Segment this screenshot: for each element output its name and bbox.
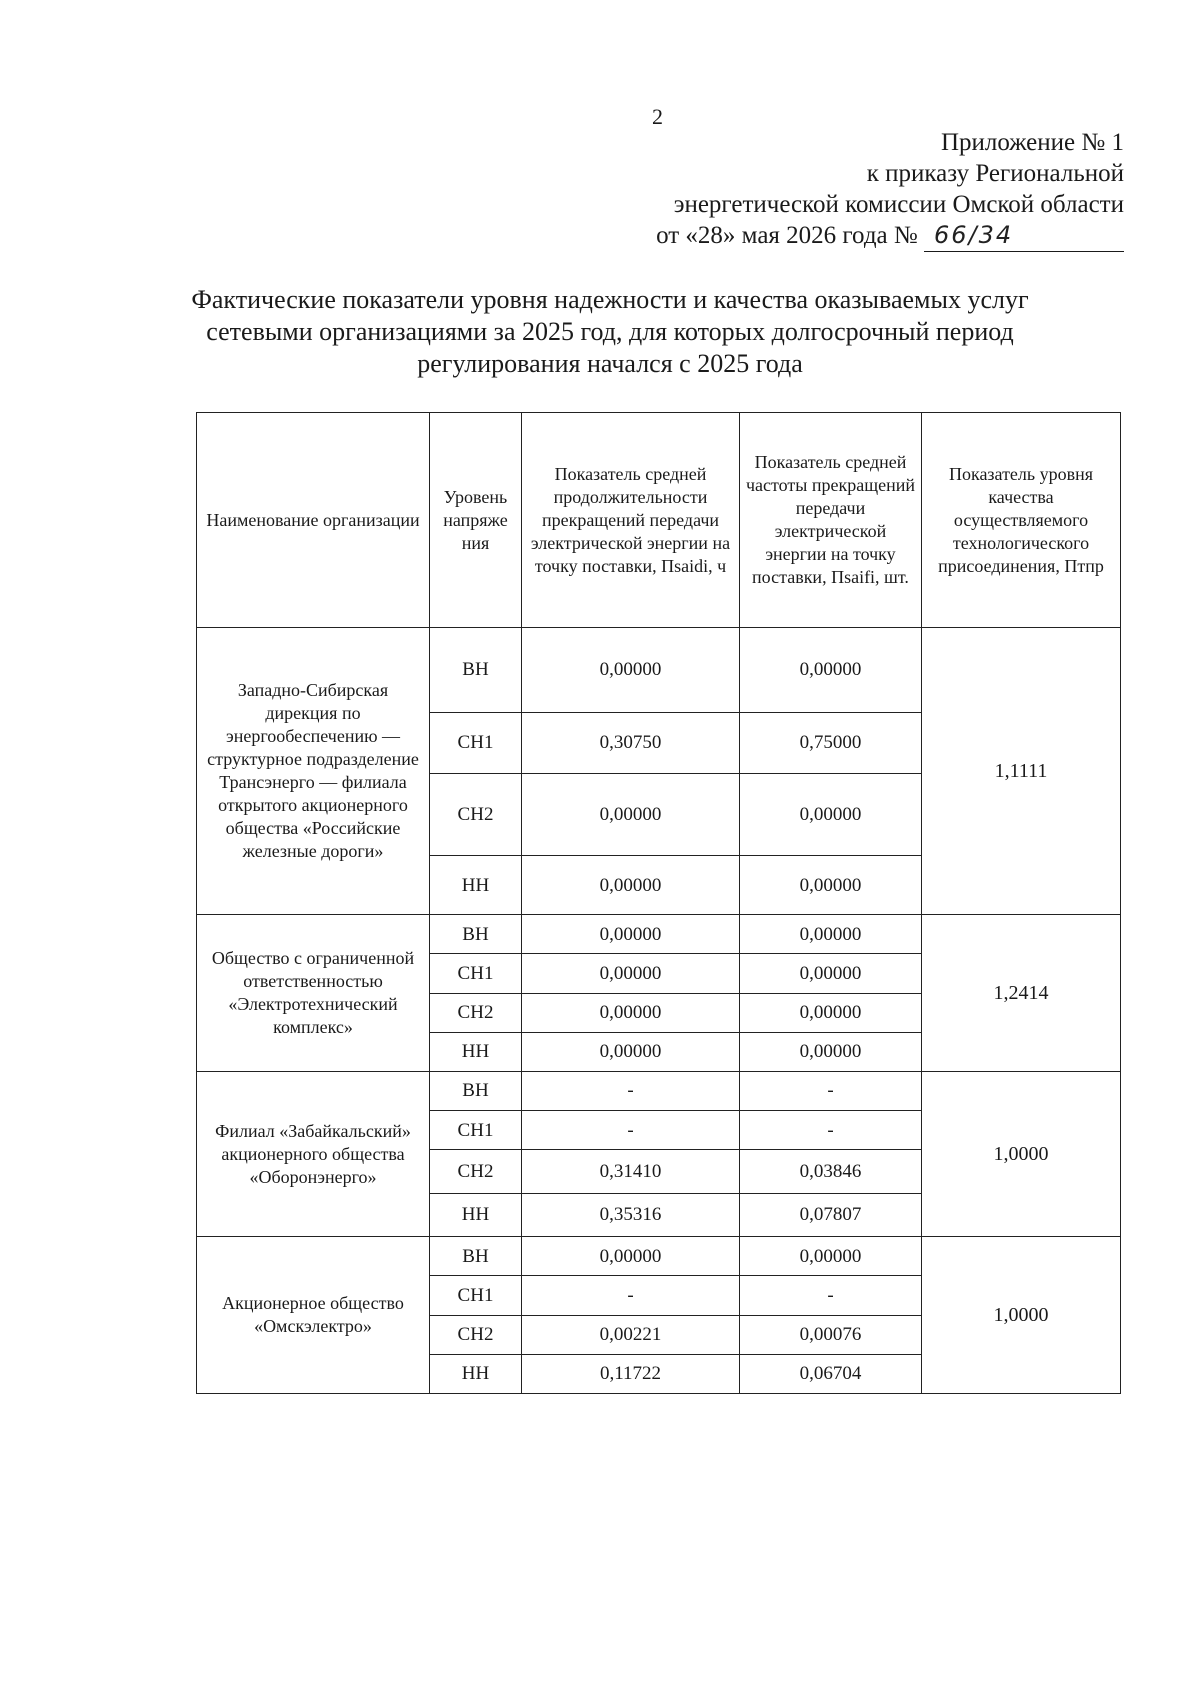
appendix-line-3: энергетической комиссии Омской области: [673, 191, 1124, 218]
table-row: [197, 628, 1121, 713]
saidi-value-cell: -: [522, 1111, 740, 1150]
page-number: 2: [652, 104, 663, 129]
voltage-level-cell: НН: [430, 1193, 522, 1237]
voltage-level-cell: СН1: [430, 1111, 522, 1150]
saidi-value-cell: 0,11722: [522, 1354, 740, 1393]
header-quality: Показатель уровня качества осуществляемого технологического присоединения, Птпр: [922, 413, 1121, 628]
voltage-level-cell: НН: [430, 1354, 522, 1393]
voltage-level-cell: НН: [430, 856, 522, 915]
saifi-value-cell: 0,00000: [740, 954, 922, 993]
saidi-value-cell: 0,00000: [522, 1237, 740, 1276]
voltage-level-cell: СН1: [430, 1276, 522, 1315]
voltage-level-cell: СН1: [430, 712, 522, 773]
saidi-value-cell: 0,30750: [522, 712, 740, 773]
indicators-table: [196, 412, 1121, 1394]
title-line-2: сетевыми организациями за 2025 год, для которых долгосрочный период: [206, 317, 1014, 346]
saidi-value-cell: -: [522, 1071, 740, 1110]
saidi-value-cell: -: [522, 1276, 740, 1315]
voltage-level-cell: ВН: [430, 1071, 522, 1110]
saidi-value-cell: 0,00000: [522, 915, 740, 954]
title-line-1: Фактические показатели уровня надежности и качества оказываемых услуг: [191, 285, 1029, 314]
saifi-value-cell: 0,75000: [740, 712, 922, 773]
saifi-value-cell: 0,00000: [740, 628, 922, 713]
table-body: [197, 628, 1121, 1394]
order-number-handwritten: 66/34: [924, 220, 1124, 252]
saidi-value-cell: 0,35316: [522, 1193, 740, 1237]
quality-indicator-cell: 1,0000: [922, 1071, 1121, 1236]
saidi-value-cell: 0,00000: [522, 993, 740, 1032]
organization-name-cell: Общество с ограниченной ответственностью «Электротехнический комплекс»: [197, 915, 430, 1072]
saifi-value-cell: 0,00000: [740, 915, 922, 954]
voltage-level-cell: ВН: [430, 1237, 522, 1276]
order-date-label: от «28» мая 2026 года №: [656, 222, 918, 249]
voltage-level-cell: СН2: [430, 773, 522, 856]
saidi-value-cell: 0,00000: [522, 1032, 740, 1071]
saifi-value-cell: -: [740, 1276, 922, 1315]
voltage-level-cell: СН1: [430, 954, 522, 993]
organization-name-cell: Западно-Сибирская дирекция по энергообеспечению — структурное подразделение Трансэнерго — филиала открытого акционерного общества «Российские железные дороги»: [197, 628, 430, 915]
saifi-value-cell: 0,07807: [740, 1193, 922, 1237]
voltage-level-cell: ВН: [430, 915, 522, 954]
saidi-value-cell: 0,00000: [522, 773, 740, 856]
voltage-level-cell: СН2: [430, 1150, 522, 1194]
saifi-value-cell: 0,00000: [740, 773, 922, 856]
organization-name-cell: Филиал «Забайкальский» акционерного общества «Оборонэнерго»: [197, 1071, 430, 1236]
table-row: [197, 1071, 1121, 1110]
quality-indicator-cell: 1,2414: [922, 915, 1121, 1072]
saidi-value-cell: 0,00000: [522, 856, 740, 915]
table-header-row: [197, 413, 1121, 628]
header-organization: Наименование организации: [197, 413, 430, 628]
appendix-line-4: [656, 220, 1124, 252]
appendix-line-2: к приказу Региональной: [866, 160, 1124, 187]
quality-indicator-cell: 1,1111: [922, 628, 1121, 915]
saidi-value-cell: 0,00221: [522, 1315, 740, 1354]
quality-indicator-cell: 1,0000: [922, 1237, 1121, 1394]
appendix-line-1: Приложение № 1: [940, 129, 1124, 156]
saidi-value-cell: 0,31410: [522, 1150, 740, 1194]
saifi-value-cell: 0,00076: [740, 1315, 922, 1354]
header-voltage-level: Уровень напряже ния: [430, 413, 522, 628]
table-row: [197, 1237, 1121, 1276]
saifi-value-cell: 0,00000: [740, 993, 922, 1032]
document-title: [150, 284, 1070, 380]
voltage-level-cell: ВН: [430, 628, 522, 713]
saidi-value-cell: 0,00000: [522, 628, 740, 713]
table-row: [197, 915, 1121, 954]
title-line-3: регулирования начался с 2025 года: [417, 349, 803, 378]
saifi-value-cell: 0,06704: [740, 1354, 922, 1393]
header-saidi: Показатель средней продолжительности прекращений передачи электрической энергии на точку поставки, Пsaidi, ч: [522, 413, 740, 628]
saifi-value-cell: -: [740, 1071, 922, 1110]
saidi-value-cell: 0,00000: [522, 954, 740, 993]
appendix-block: [656, 127, 1124, 252]
header-saifi: Показатель средней частоты прекращений передачи электрической энергии на точку поставки, Пsaifi, шт.: [740, 413, 922, 628]
voltage-level-cell: НН: [430, 1032, 522, 1071]
organization-name-cell: Акционерное общество «Омскэлектро»: [197, 1237, 430, 1394]
voltage-level-cell: СН2: [430, 1315, 522, 1354]
saifi-value-cell: 0,00000: [740, 1237, 922, 1276]
saifi-value-cell: 0,00000: [740, 856, 922, 915]
saifi-value-cell: -: [740, 1111, 922, 1150]
saifi-value-cell: 0,00000: [740, 1032, 922, 1071]
saifi-value-cell: 0,03846: [740, 1150, 922, 1194]
voltage-level-cell: СН2: [430, 993, 522, 1032]
